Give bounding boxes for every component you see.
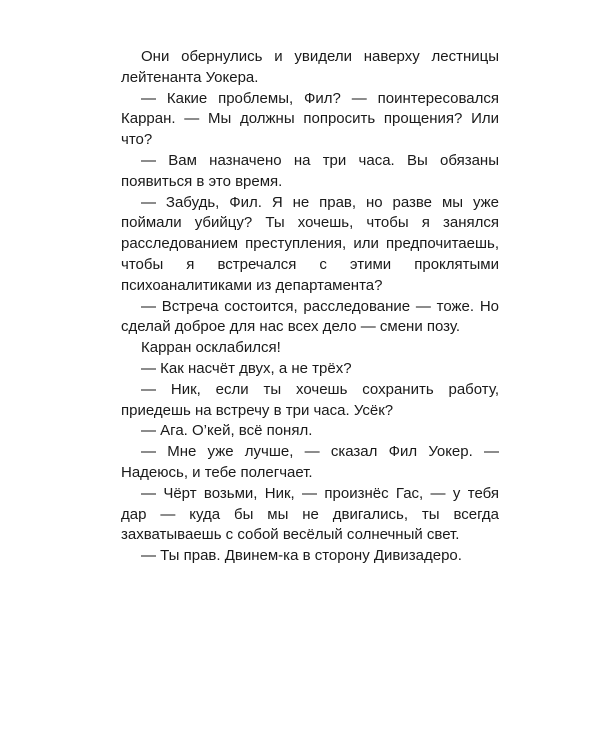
paragraph: — Чёрт возьми, Ник, — произнёс Гас, — у тебя дар — куда бы мы не двигались, ты всегда захватываешь с собой весёлый солнечный свет. — [121, 484, 499, 544]
paragraph: — Как насчёт двух, а не трёх? — [141, 359, 352, 377]
paragraph: — Ник, если ты хочешь сохранить работу, приедешь на встречу в три часа. Усёк? — [121, 380, 499, 419]
paragraph: Они обернулись и увидели наверху лестницы лейтенанта Уокера. — [121, 48, 499, 86]
paragraph: — Мне уже лучше, — сказал Фил Уокер. — Надеюсь, и тебе полегчает. — [121, 443, 499, 481]
paragraph: — Встреча состоится, расследование — тоже. Но сделай доброе для нас всех дело — смени позу. — [121, 297, 499, 336]
paragraph: — Забудь, Фил. Я не прав, но разве мы уже поймали убийцу? Ты хочешь, чтобы я занялся расследованием преступления, или предпочитаешь, чтобы я встречался с этими проклятыми психоаналитиками из департамента? — [121, 193, 499, 294]
paragraph: — Вам назначено на три часа. Вы обязаны появиться в это время. — [121, 151, 499, 190]
paragraph: Карран осклабился! — [141, 339, 281, 357]
paragraph: — Какие проблемы, Фил? — поинтересовался Карран. — Мы должны попросить прощения? Или что? — [121, 89, 499, 149]
paragraph: — Ага. О’кей, всё понял. — [141, 422, 313, 440]
page-text — [121, 47, 499, 567]
paragraph: — Ты прав. Двинем-ка в сторону Дивизадеро. — [141, 547, 462, 565]
